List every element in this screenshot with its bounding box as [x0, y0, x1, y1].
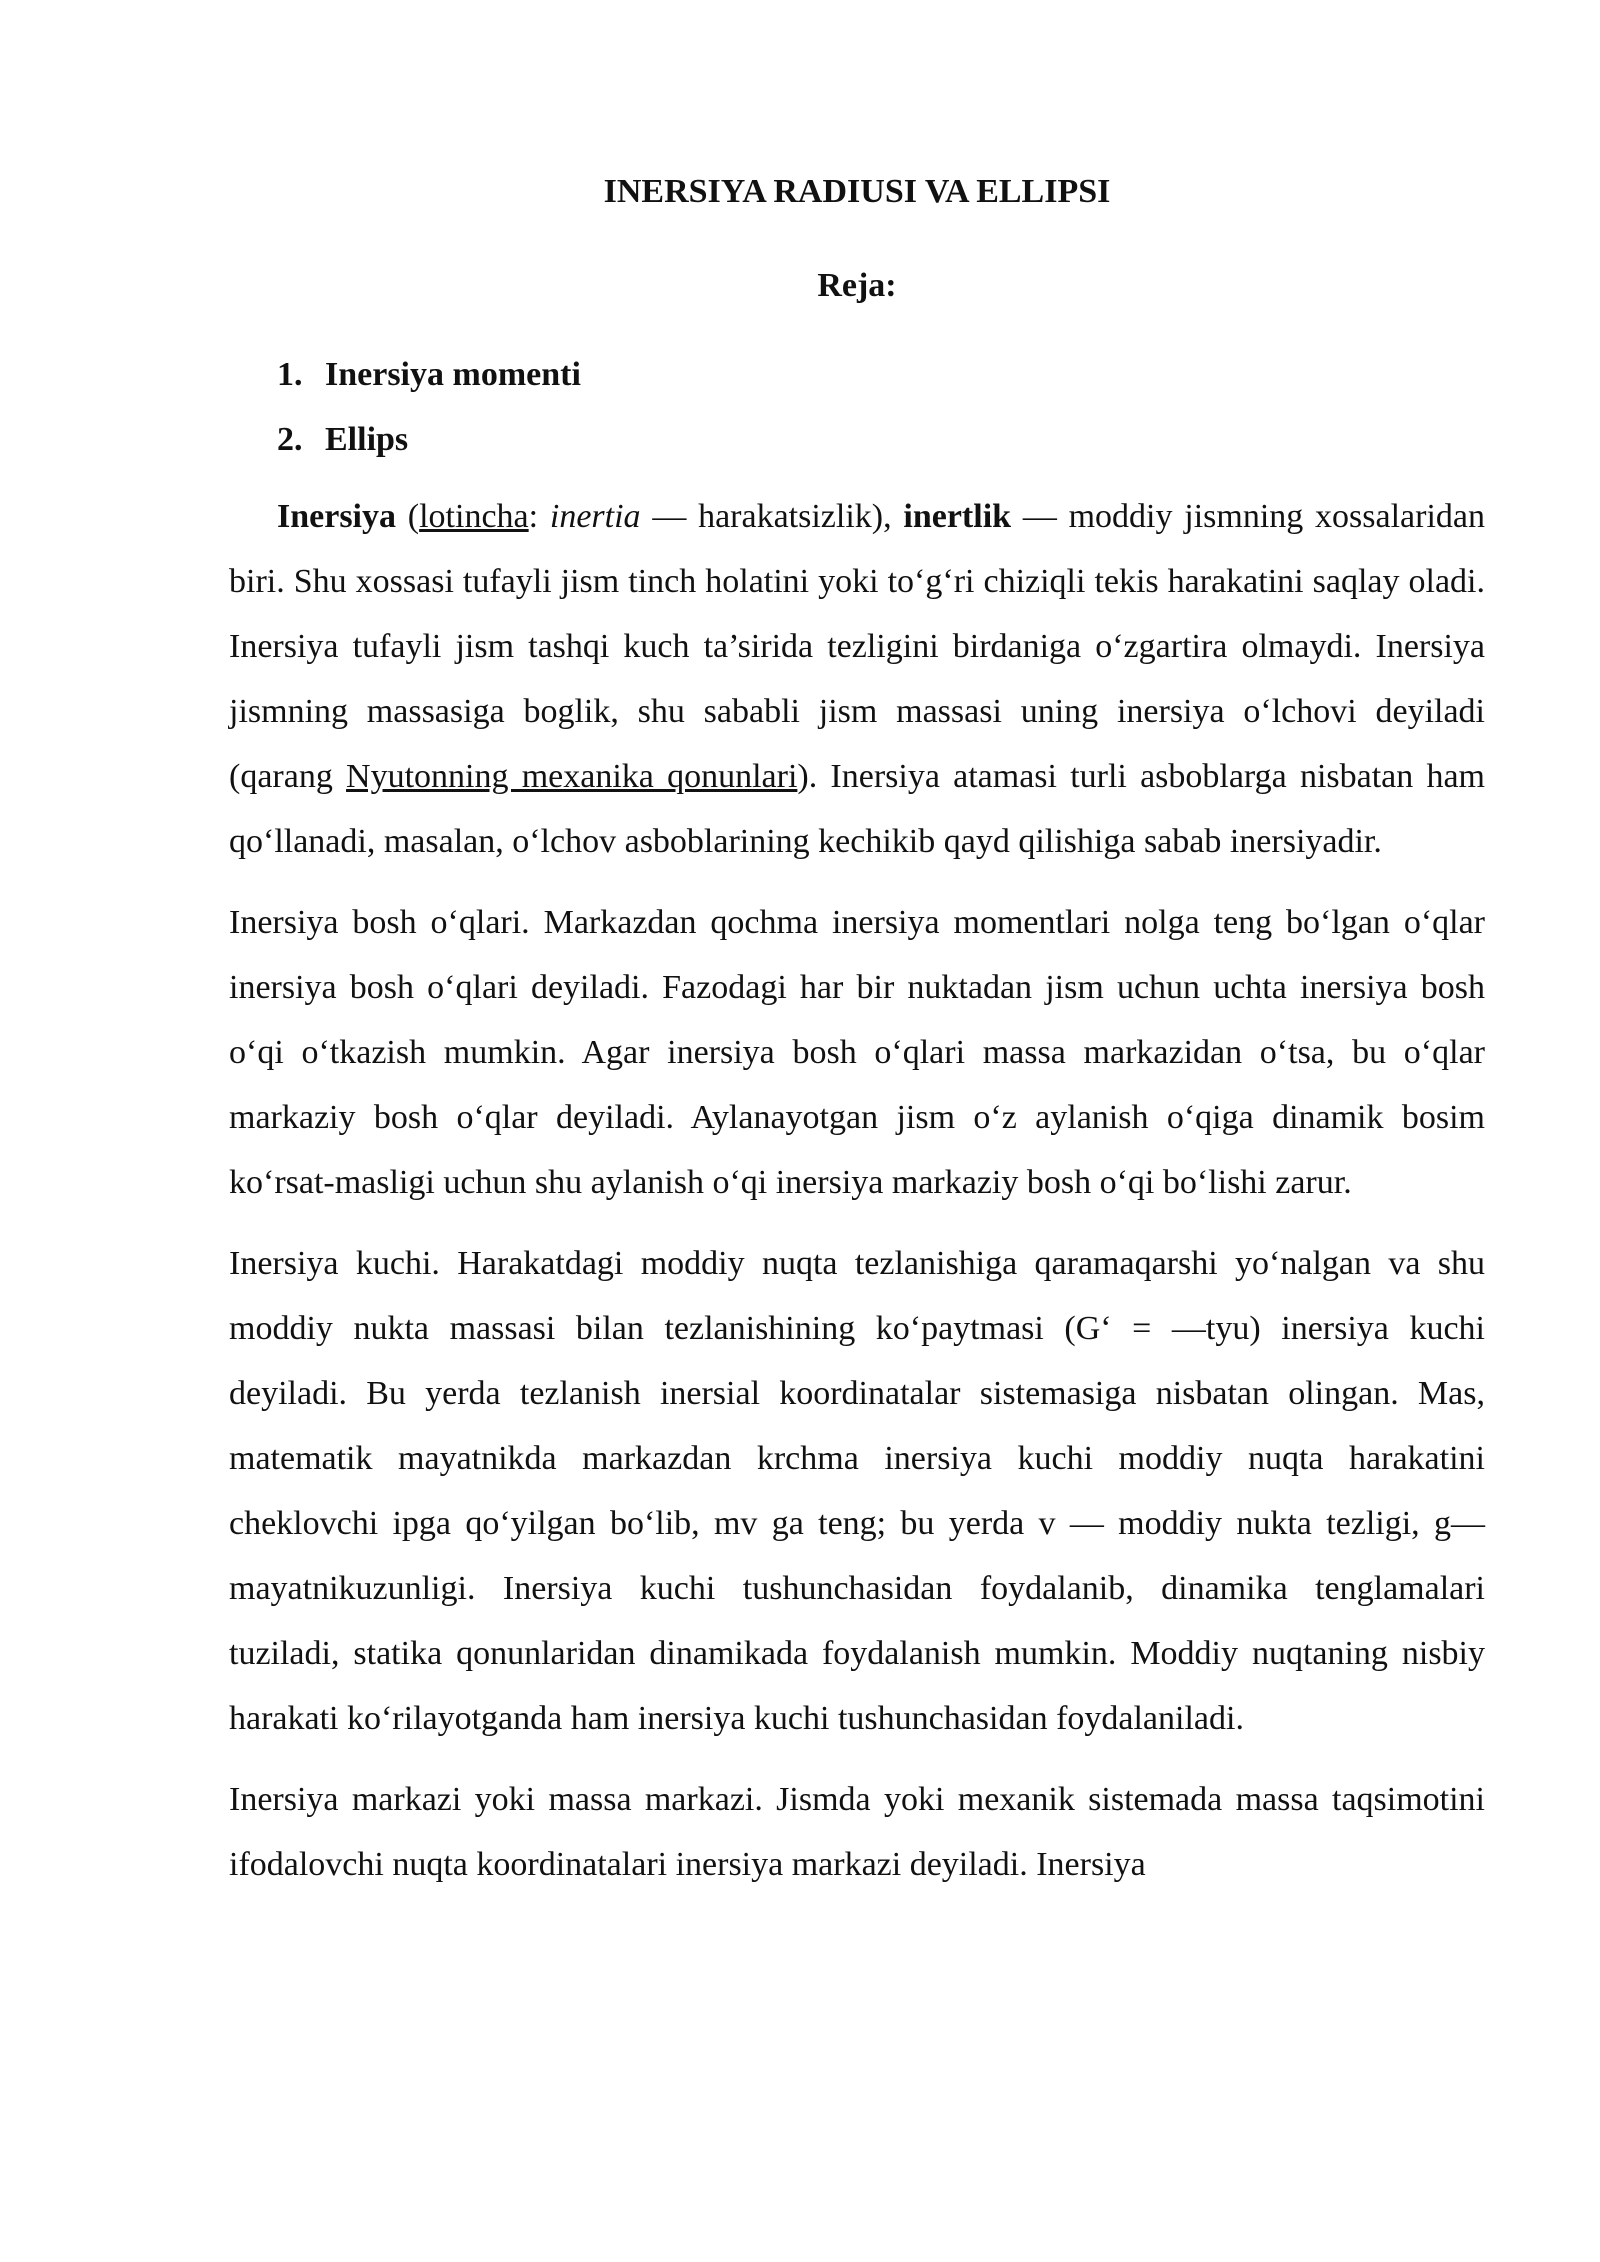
- newton-laws-link[interactable]: Nyutonning mexanika qonunlari: [346, 758, 798, 795]
- intro-term-inertlik: inertlik: [903, 498, 1012, 535]
- document-title: INERSIYA RADIUSI VA ELLIPSI: [603, 173, 1111, 210]
- language-link[interactable]: lotincha: [419, 498, 529, 535]
- plan-item-text: Ellips: [325, 421, 409, 458]
- paragraph-inertia-force: Inersiya kuchi. Harakatdagi moddiy nuqta tezlanishiga qaramaqarshi yo‘nalgan va shu moddiy nukta massasi bilan tezlanishining ko‘paytmasi (G‘ = —tyu) inersiya kuchi deyiladi. Bu yerda tezlanish inersial koordinatalar sistemasiga nisbatan olingan. Mas, matematik mayatnikda markazdan krchma inersiya kuchi moddiy nuqta harakatini cheklovchi ipga qo‘yilgan bo‘lib, mv ga teng; bu yerda v — moddiy nukta tezligi, g— mayatnikuzunligi. Inersiya kuchi tushunchasidan foydalanib, dinamika tenglamalari tuziladi, statika qonunlaridan dinamikada foydalanish mumkin. Moddiy nuqtaning nisbiy harakati ko‘rilayotganda ham inersiya kuchi tushunchasidan foydalaniladi.: [229, 1245, 1485, 1737]
- latin-word: inertia: [549, 498, 641, 535]
- intro-text-before-link: — moddiy jismning xossalaridan biri. Shu xossasi tufayli jism tinch holatini yoki to‘g‘ri chiziqli tekis harakatini saqlay oladi. Inersiya tufayli jism tashqi kuch ta’sirida tezligini birdaniga o‘zgartira olmaydi. Inersiya jismning massasiga boglik, shu sababli jism massasi uning inersiya o‘lchovi deyiladi (qarang: [229, 498, 1486, 795]
- intro-paragraph: [229, 484, 1485, 874]
- intro-colon: :: [528, 498, 550, 535]
- intro-dash-part: — harakatsizlik),: [640, 498, 904, 535]
- plan-item: [277, 342, 1485, 407]
- plan-item-number: 1.: [277, 356, 303, 393]
- document-page: [229, 160, 1485, 1897]
- plan-list: [229, 342, 1485, 472]
- plan-item-number: 2.: [277, 421, 303, 458]
- intro-text-after-link: ). Inersiya atamasi turli asboblarga nisbatan ham qo‘llanadi, masalan, o‘lchov asboblarining kechikib qayd qilishiga sabab inersiyadir.: [229, 758, 1485, 860]
- paragraph-center-of-mass: Inersiya markazi yoki massa markazi. Jismda yoki mexanik sistemada massa taqsimotini ifodalovchi nuqta koordinatalari inersiya markazi deyiladi. Inersiya: [229, 1781, 1485, 1883]
- plan-item: [277, 407, 1485, 472]
- intro-paren-open: (: [396, 498, 420, 535]
- plan-heading: Reja:: [817, 267, 897, 304]
- intro-term: Inersiya: [277, 498, 396, 535]
- paragraph-principal-axes: Inersiya bosh o‘qlari. Markazdan qochma inersiya momentlari nolga teng bo‘lgan o‘qlar inersiya bosh o‘qlari deyiladi. Fazodagi har bir nuktadan jism uchun uchta inersiya bosh o‘qi o‘tkazish mumkin. Agar inersiya bosh o‘qlari massa markazidan o‘tsa, bu o‘qlar markaziy bosh o‘qlar deyiladi. Aylanayotgan jism o‘z aylanish o‘qiga dinamik bosim ko‘rsat-masligi uchun shu aylanish o‘qi inersiya markaziy bosh o‘qi bo‘lishi zarur.: [229, 904, 1485, 1201]
- plan-item-text: Inersiya momenti: [325, 356, 581, 393]
